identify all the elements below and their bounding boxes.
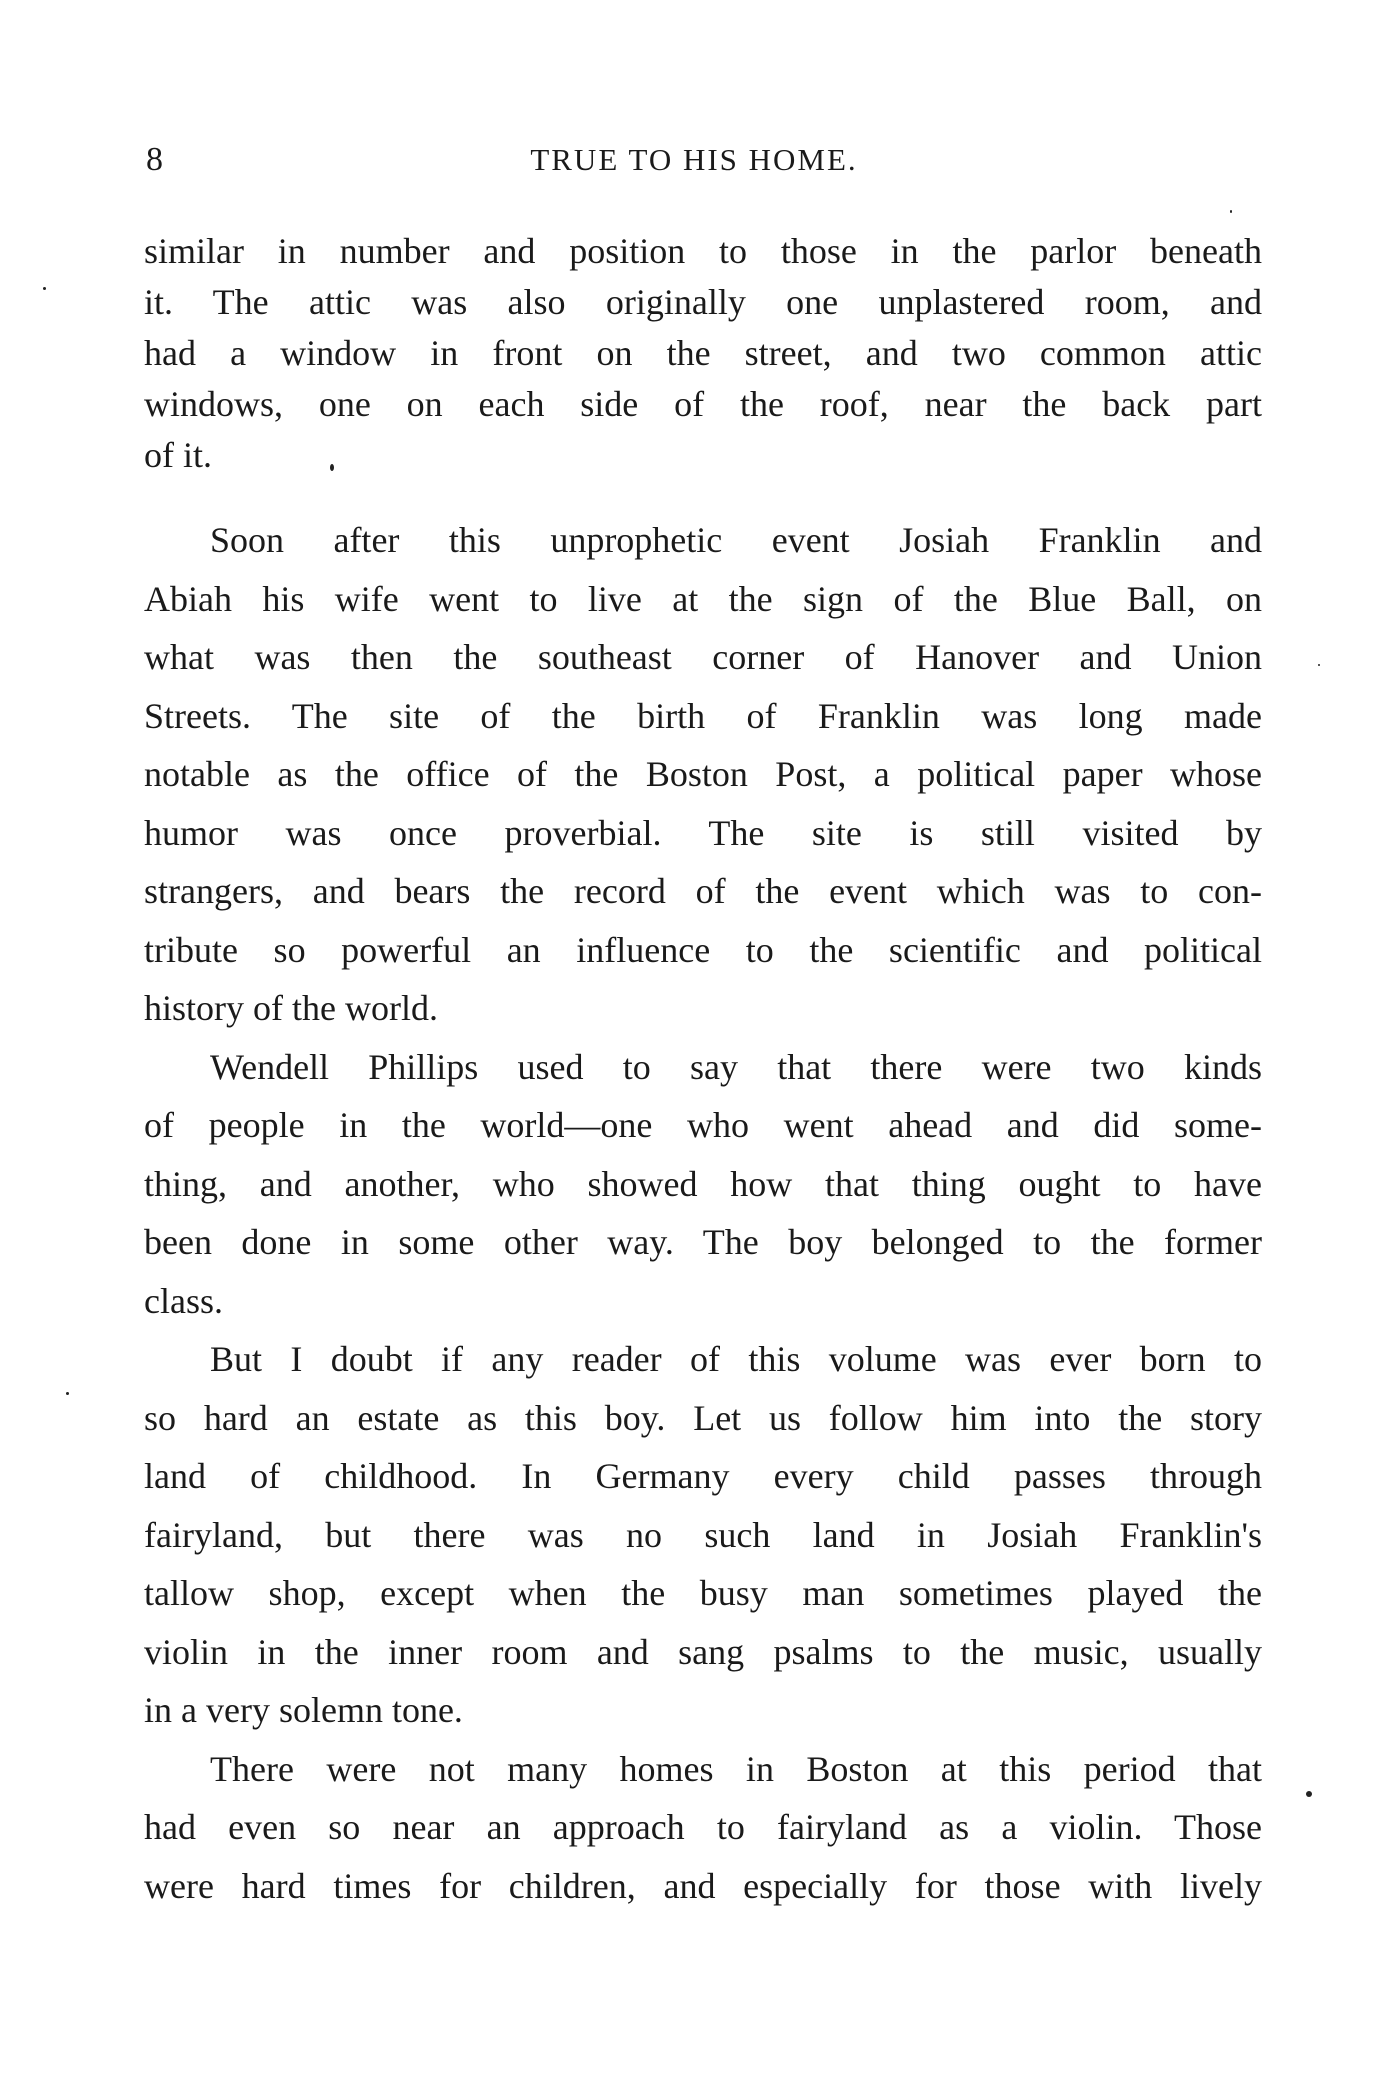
text-line: had even so near an approach to fairyland as a violin. Those (144, 1807, 1262, 1847)
text-line: history of the world. (144, 988, 438, 1028)
text-line: There were not many homes in Boston at this period that (210, 1748, 1262, 1789)
paragraph (144, 1740, 1262, 1916)
text-line: strangers, and bears the record of the event which was to con- (144, 871, 1262, 911)
text-line: Soon after this unprophetic event Josiah Franklin and (210, 520, 1262, 560)
page-number: 8 (146, 141, 163, 178)
paragraph-continuation (144, 226, 1262, 481)
text-line: tallow shop, except when the busy man sometimes played the (144, 1573, 1262, 1613)
text-line: in a very solemn tone. (144, 1690, 463, 1730)
text-line: But I doubt if any reader of this volume was ever born to (210, 1339, 1262, 1379)
text-line: of it. (144, 435, 212, 475)
scan-speck (43, 287, 46, 290)
scan-speck (1318, 664, 1320, 666)
text-line: similar in number and position to those in the parlor beneath (144, 231, 1262, 271)
text-line: were hard times for children, and especially for those with lively (144, 1865, 1262, 1906)
text-line: notable as the office of the Boston Post, a political paper whose (144, 754, 1262, 794)
text-line: land of childhood. In Germany every child passes through (144, 1456, 1262, 1496)
text-line: thing, and another, who showed how that thing ought to have (144, 1163, 1262, 1204)
text-line: windows, one on each side of the roof, near the back part (144, 384, 1262, 424)
text-line: violin in the inner room and sang psalms to the music, usually (144, 1631, 1262, 1672)
scan-speck (1230, 210, 1232, 213)
body-text (144, 511, 1262, 1915)
text-line: what was then the southeast corner of Hanover and Union (144, 637, 1262, 677)
paragraph (144, 511, 1262, 1038)
text-line: it. The attic was also originally one unplastered room, and (144, 282, 1262, 322)
text-line: of people in the world—one who went ahead and did some- (144, 1105, 1262, 1145)
paragraph (144, 1038, 1262, 1331)
scan-speck (330, 464, 334, 471)
text-line: fairyland, but there was no such land in Josiah Franklin's (144, 1514, 1262, 1555)
text-line: been done in some other way. The boy belonged to the former (144, 1222, 1262, 1262)
text-line: had a window in front on the street, and two common attic (144, 333, 1262, 373)
text-line: Abiah his wife went to live at the sign of the Blue Ball, on (144, 578, 1262, 619)
scan-speck (66, 1392, 69, 1395)
text-line: Streets. The site of the birth of Franklin was long made (144, 695, 1262, 736)
text-line: Wendell Phillips used to say that there were two kinds (210, 1046, 1262, 1087)
paragraph (144, 1330, 1262, 1740)
text-line: humor was once proverbial. The site is still visited by (144, 812, 1262, 853)
text-line: tribute so powerful an influence to the scientific and political (144, 929, 1262, 970)
text-line: so hard an estate as this boy. Let us follow him into the story (144, 1397, 1262, 1438)
running-title: TRUE TO HIS HOME. (530, 142, 858, 177)
scan-speck (1306, 1791, 1312, 1797)
text-line: class. (144, 1280, 223, 1321)
